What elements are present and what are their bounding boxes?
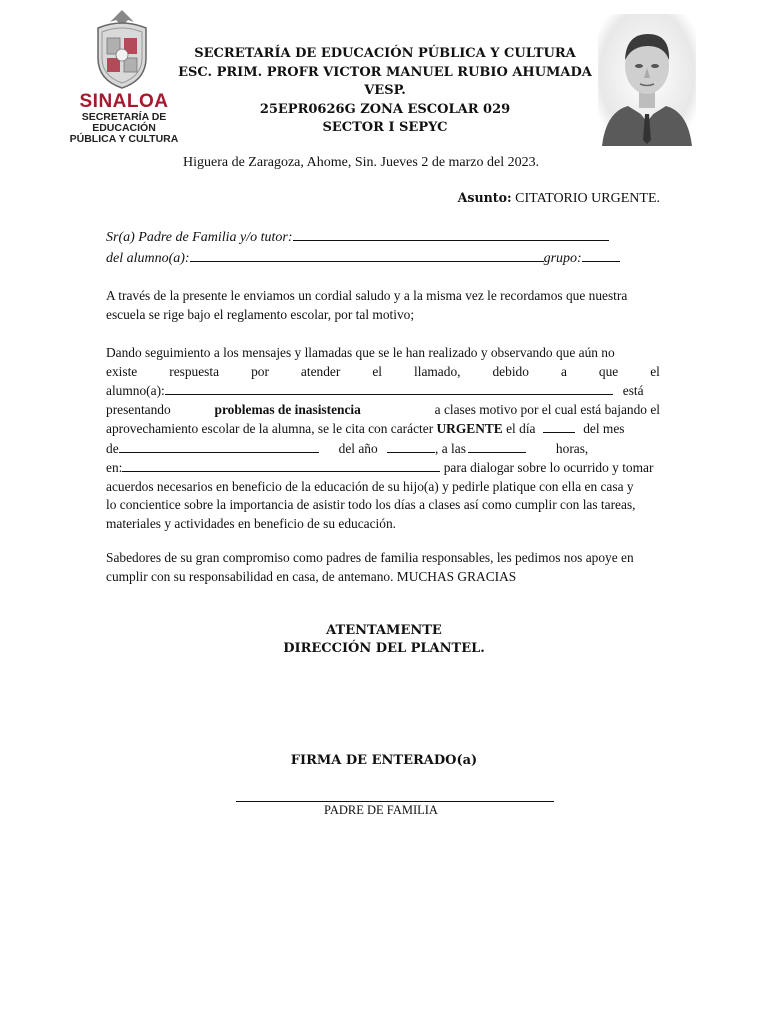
logo-line-3: PÚBLICA Y CULTURA bbox=[69, 133, 179, 145]
p2-line-8: acuerdos necesarios en beneficio de la educación de su hijo(a) y pedirle platique con ella en casa y bbox=[106, 478, 634, 494]
parent-label: Sr(a) Padre de Familia y/o tutor: bbox=[106, 230, 293, 245]
closing-line-1: ATENTAMENTE bbox=[326, 623, 442, 638]
subject-line bbox=[458, 190, 660, 207]
urgent-emphasis: URGENTE bbox=[436, 421, 503, 436]
header-line-4: SECTOR I SEPYC bbox=[322, 120, 448, 135]
closing-line-2: DIRECCIÓN DEL PLANTEL. bbox=[283, 641, 485, 656]
paragraph-closing-thanks bbox=[106, 549, 660, 586]
student-name-blank[interactable] bbox=[190, 248, 544, 262]
signature-caption: PADRE DE FAMILIA bbox=[324, 803, 438, 817]
group-label: grupo: bbox=[543, 251, 582, 266]
subject-end: . bbox=[656, 191, 660, 206]
paragraph-summons bbox=[106, 344, 660, 533]
hour-blank[interactable] bbox=[468, 439, 526, 453]
date-line: Higuera de Zaragoza, Ahome, Sin. Jueves 2 de marzo del 2023. bbox=[183, 155, 540, 170]
header-line-3: 25EPR0626G ZONA ESCOLAR 029 bbox=[259, 101, 511, 117]
logo-line-2: EDUCACIÓN bbox=[92, 122, 156, 134]
sinaloa-logo bbox=[68, 8, 180, 144]
student-field bbox=[106, 248, 620, 267]
founder-portrait bbox=[598, 14, 696, 146]
signature-line[interactable] bbox=[236, 801, 554, 802]
sinaloa-coat-of-arms-icon bbox=[90, 8, 154, 90]
month-blank[interactable] bbox=[119, 439, 319, 453]
student-label: del alumno(a): bbox=[106, 251, 190, 266]
p2-line-10: materiales y actividades en beneficio de su educación. bbox=[106, 515, 397, 531]
year-blank[interactable] bbox=[387, 439, 435, 453]
signature-title: FIRMA DE ENTERADO(a) bbox=[290, 753, 478, 768]
header-line-1: SECRETARÍA DE EDUCACIÓN PÚBLICA Y CULTURA bbox=[194, 46, 576, 61]
logo-state-name: SINALOA bbox=[79, 91, 169, 112]
subject-label: Asunto: bbox=[457, 190, 512, 205]
p1-line-1: A través de la presente le enviamos un cordial saludo y a la misma vez le recordamos que nuestra bbox=[106, 288, 628, 303]
p2-line-6: de del año , a las horas, bbox=[106, 440, 589, 456]
paragraph-greeting bbox=[106, 287, 660, 324]
letterhead bbox=[170, 45, 600, 138]
closing-block bbox=[234, 622, 534, 658]
p2-line-9: lo concientice sobre la importancia de asistir todo los días a clases así como cumplir con las tareas, bbox=[106, 497, 636, 512]
location-blank[interactable] bbox=[122, 458, 440, 472]
p3-line-2: cumplir con su responsabilidad en casa, de antemano. MUCHAS GRACIAS bbox=[106, 568, 517, 584]
p1-line-2: escuela se rige bajo el reglamento escolar, por tal motivo; bbox=[106, 306, 415, 322]
logo-line-1: SECRETARÍA DE bbox=[81, 111, 167, 123]
p2-line-7: en: para dialogar sobre lo ocurrido y tomar bbox=[106, 460, 654, 475]
p2-line-5: aprovechamiento escolar de la alumna, se le cita con carácter URGENTE el día del mes bbox=[106, 421, 625, 436]
p2-line-4: presentando problemas de inasistencia a clases motivo por el cual está bajando el bbox=[106, 401, 660, 420]
p2-line-3: alumno(a): está bbox=[106, 383, 644, 398]
subject-value: CITATORIO URGENTE bbox=[515, 191, 657, 206]
p2-line-2: existe respuesta por atender el llamado, debido a que el bbox=[106, 363, 660, 379]
p2-line-1: Dando seguimiento a los mensajes y llamadas que se le han realizado y observando que aún no bbox=[106, 345, 615, 360]
absence-problem-emphasis: problemas de inasistencia bbox=[214, 401, 361, 417]
day-blank[interactable] bbox=[543, 419, 575, 433]
student-name-blank-2[interactable] bbox=[165, 381, 613, 395]
group-blank[interactable] bbox=[582, 248, 620, 262]
parent-field bbox=[106, 227, 609, 246]
parent-name-blank[interactable] bbox=[293, 227, 609, 241]
p3-line-1: Sabedores de su gran compromiso como padres de familia responsables, les pedimos nos apoye en bbox=[106, 550, 634, 565]
header-line-2: ESC. PRIM. PROFR VICTOR MANUEL RUBIO AHUMADA VESP. bbox=[178, 64, 592, 98]
